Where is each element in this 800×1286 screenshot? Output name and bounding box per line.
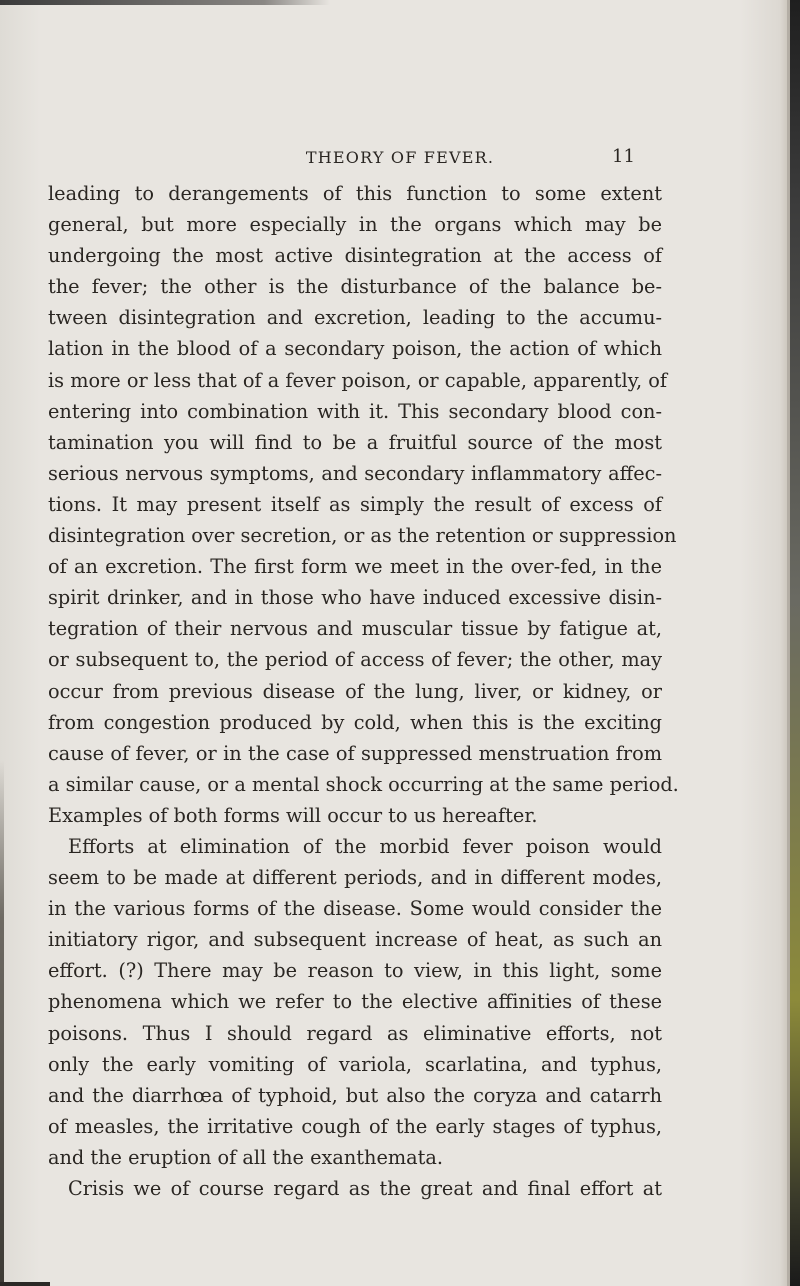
- text-line: only the early vomiting of variola, scarlatina, and typhus,: [48, 1052, 662, 1076]
- text-line: effort. (?) There may be reason to view, in this light, some: [48, 959, 662, 983]
- text-line: or subsequent to, the period of access of fever; the other, may: [48, 648, 662, 672]
- text-line: leading to derangements of this function to some extent: [48, 182, 662, 205]
- text-line: poisons. Thus I should regard as eliminative efforts, not: [48, 1021, 662, 1045]
- text-line: spirit drinker, and in those who have induced excessive disin-: [48, 586, 662, 610]
- text-line: Crisis we of course regard as the great and final effort at: [68, 1177, 662, 1200]
- page-number: 11: [612, 146, 635, 167]
- running-head: THEORY OF FEVER.: [305, 148, 495, 167]
- text-line: disintegration over secretion, or as the retention or suppression: [48, 524, 677, 548]
- text-line: cause of fever, or in the case of suppressed menstruation from: [48, 741, 662, 765]
- text-line: entering into combination with it. This secondary blood con-: [48, 399, 662, 423]
- text-line: Efforts at elimination of the morbid fever poison would: [68, 834, 662, 858]
- text-line: tween disintegration and excretion, leading to the accumu-: [48, 306, 662, 330]
- text-line: undergoing the most active disintegration at the access of: [48, 244, 662, 268]
- text-line: serious nervous symptoms, and secondary inflammatory affec-: [48, 461, 662, 485]
- text-line: a similar cause, or a mental shock occurring at the same period.: [48, 772, 679, 796]
- scan-top-edge: [0, 0, 330, 5]
- text-line: of measles, the irritative cough of the early stages of typhus,: [48, 1114, 662, 1138]
- text-line: phenomena which we refer to the elective affinities of these: [48, 990, 662, 1014]
- text-line: tions. It may present itself as simply the result of excess of: [48, 492, 662, 516]
- text-line: tamination you will find to be a fruitful source of the most: [48, 430, 662, 454]
- text-line: tegration of their nervous and muscular tissue by fatigue at,: [48, 617, 662, 641]
- text-line: general, but more especially in the organs which may be: [48, 213, 662, 237]
- text-line: in the various forms of the disease. Some would consider the: [48, 897, 662, 921]
- text-line: initiatory rigor, and subsequent increase of heat, as such an: [48, 928, 662, 952]
- text-line: of an excretion. The first form we meet in the over-fed, in the: [48, 555, 662, 579]
- text-line: and the diarrhœa of typhoid, but also the coryza and catarrh: [48, 1083, 662, 1107]
- text-line: and the eruption of all the exanthemata.: [48, 1145, 444, 1169]
- text-line: seem to be made at different periods, and in different modes,: [48, 866, 662, 890]
- text-line: is more or less that of a fever poison, or capable, apparently, of: [48, 368, 668, 392]
- page-header: [40, 148, 760, 172]
- text-line: occur from previous disease of the lung, liver, or kidney, or: [48, 679, 662, 703]
- scan-left-edge: [0, 760, 4, 1286]
- text-line: lation in the blood of a secondary poison, the action of which: [48, 337, 662, 361]
- book-spine-edge: [790, 0, 800, 1286]
- text-line: the fever; the other is the disturbance of the balance be-: [48, 275, 662, 299]
- body-text: [48, 178, 679, 1204]
- text-line: from congestion produced by cold, when this is the exciting: [48, 710, 662, 734]
- text-line: Examples of both forms will occur to us hereafter.: [48, 803, 538, 827]
- scan-bottom-edge: [0, 1282, 50, 1286]
